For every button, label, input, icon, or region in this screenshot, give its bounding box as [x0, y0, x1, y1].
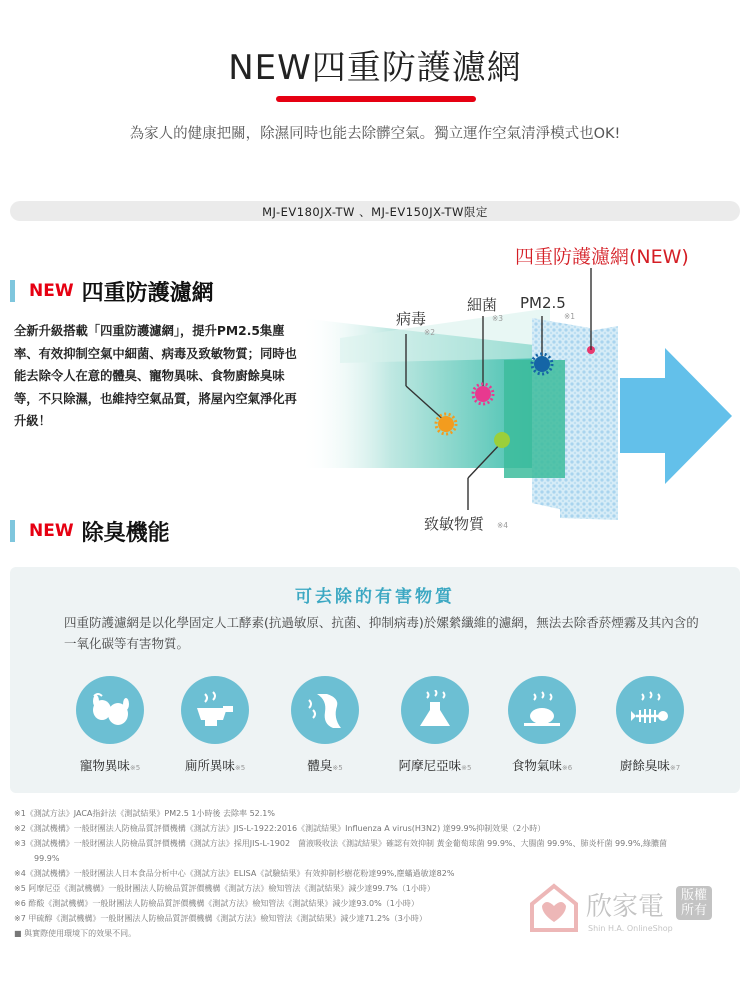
virus-note: ※2: [424, 328, 436, 337]
footnote: ※6 酢酸《測試機構》一般財團法人防檢品質評價機構《測試方法》檢知管法《測試結果》減少達93.0%（1小時）: [14, 899, 419, 908]
filter-diagram: [300, 238, 750, 538]
watermark-badge: 版權所有: [676, 886, 712, 920]
odor-label: 阿摩尼亞味: [398, 758, 462, 773]
new-tag: NEW: [29, 521, 74, 541]
odor-label: 廚餘臭味: [619, 758, 670, 773]
watermark-sub: Shin H.A. OnlineShop: [588, 924, 673, 933]
pets-icon: [76, 676, 144, 744]
food-icon: [508, 676, 576, 744]
panel-text: 四重防護濾網是以化學固定人工酵素(抗過敏原、抗菌、抑制病毒)於嫘縈纖維的濾網，無法去除香菸煙霧及其內含的一氧化碳等有害物質。: [64, 615, 699, 651]
odor-label: 體臭: [307, 758, 333, 773]
section-heading-filter: [10, 278, 214, 304]
watermark: [528, 880, 738, 940]
odor-note: ※7: [669, 764, 681, 772]
watermark-name: 欣家電: [586, 892, 665, 922]
odor-note: ※5: [234, 764, 246, 772]
shop-logo-icon: [528, 882, 580, 934]
odor-item-kitchen-waste: [605, 676, 695, 774]
footnote: ※4《測試機構》一般財團法人日本食品分析中心《測試方法》ELISA《試驗結果》有效抑制杉樹花粉達99%,塵蟎過敏達82%: [14, 869, 455, 878]
page-title: NEW四重防護濾網: [228, 48, 522, 88]
odor-note: ※6: [561, 764, 573, 772]
odor-label: 廁所異味: [184, 758, 235, 773]
pm25-label: PM2.5: [520, 294, 566, 312]
allergen-particle: [494, 432, 510, 448]
bacteria-label: 細菌: [467, 296, 498, 314]
virus-label: 病毒: [396, 310, 427, 328]
odor-label: 寵物異味: [79, 758, 130, 773]
odor-item-food: [497, 676, 587, 774]
odor-item-ammonia: [390, 676, 480, 774]
footnote: ※7 甲硫醇《測試機構》一般財團法人防檢品質評價機構《測試方法》檢知管法《測試結果》減少達71.2%（3小時）: [14, 914, 427, 923]
heading-accent-bar: [10, 280, 15, 302]
fish-bone-icon: [616, 676, 684, 744]
filter-layer-front: [560, 326, 618, 520]
footnote: ※3《測試機構》一般財團法人防檢品質評價機構《測試方法》採用JIS-L-1902 菌液吸收法《測試結果》確認有效抑制 黃金葡萄球菌 99.9%、大腸菌 99.9%、肺炎杆菌 99.9%,綠膿菌: [14, 839, 667, 848]
allergen-label: 致敏物質: [424, 515, 485, 533]
flask-icon: [401, 676, 469, 744]
footnote: ※1《測試方法》JACA指針法《測試結果》PM2.5 1小時後 去除率 52.1%: [14, 809, 275, 818]
odor-item-toilet: [170, 676, 260, 774]
footnote: ■ 與實際使用環境下的效果不同。: [14, 929, 137, 938]
footnote: 99.9%: [34, 854, 60, 863]
footnote: ※5 阿摩尼亞《測試機構》一般財團法人防檢品質評價機構《測試方法》檢知管法《測試結果》減少達99.7%（1小時）: [14, 884, 435, 893]
new-tag: NEW: [29, 281, 74, 301]
odor-item-pets: [65, 676, 155, 774]
odor-note: ※5: [332, 764, 343, 772]
allergen-note: ※4: [497, 521, 509, 530]
toilet-icon: [181, 676, 249, 744]
body-odor-icon: [291, 676, 359, 744]
section-title: 除臭機能: [81, 520, 170, 546]
air-beam-top: [340, 308, 550, 363]
odor-note: ※5: [129, 764, 141, 772]
section-heading-deodorize: [10, 518, 170, 544]
section-description: 全新升級搭載「四重防護濾網」，提升PM2.5集塵率、有效抑制空氣中細菌、病毒及致敏物質；同時也能去除令人在意的體臭、寵物異味、食物廚餘臭味等，不只除濕，也維持空氣品質，將屋內空氣淨化再升級！: [14, 324, 297, 428]
footnote: ※2《測試機構》一般財團法人防檢品質評價機構《測試方法》JIS-L-1922:2016《測試結果》Influenza A virus(H3N2) 達99.9%抑制效果（2小時）: [14, 824, 546, 833]
pm25-note: ※1: [564, 312, 576, 321]
odor-item-body: [280, 676, 370, 774]
model-text: MJ-EV180JX-TW 、MJ-EV150JX-TW限定: [262, 205, 488, 219]
title-underline: [276, 96, 476, 102]
section-title: 四重防護濾網: [81, 280, 214, 306]
heading-accent-bar: [10, 520, 15, 542]
filter-layer-green: [504, 360, 565, 478]
filter-title: 四重防護濾網(NEW): [515, 246, 689, 268]
bacteria-note: ※3: [492, 314, 504, 323]
odor-label: 食物氣味: [511, 758, 562, 773]
odor-note: ※5: [461, 764, 472, 772]
panel-title: 可去除的有害物質: [295, 587, 455, 607]
intro-text: 為家人的健康把關，除濕同時也能去除髒空氣。獨立運作空氣清淨模式也OK!: [129, 126, 621, 142]
airflow-arrow: [620, 348, 732, 484]
